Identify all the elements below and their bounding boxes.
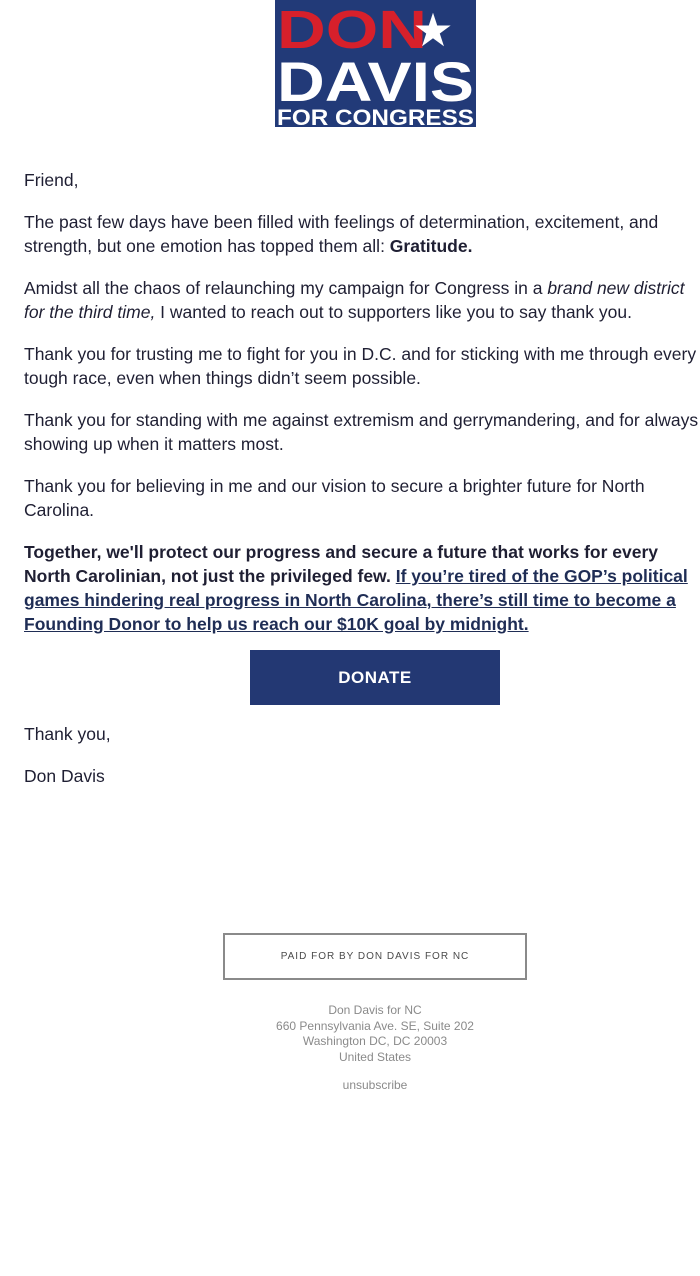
paragraph-relaunch: [24, 276, 700, 324]
footer-org: Don Davis for NC: [328, 1003, 422, 1017]
paid-for-disclaimer: PAID FOR BY DON DAVIS FOR NC: [223, 933, 527, 980]
paragraph-vision: [24, 474, 700, 522]
signature: Don Davis: [24, 766, 105, 786]
paragraph-line: showing up when it matters most.: [24, 434, 284, 454]
unsubscribe-link[interactable]: unsubscribe: [342, 1078, 408, 1092]
paragraph-line: strength, but one emotion has topped them all:: [24, 236, 390, 256]
logo-line-davis: DAVIS: [277, 50, 474, 113]
footer-country: United States: [338, 1049, 412, 1064]
email-body: [24, 168, 700, 654]
donate-link[interactable]: games hindering real progress in North Carolina, there’s still time to become a: [24, 590, 676, 610]
donate-link[interactable]: Founding Donor to help us reach our $10K goal by midnight.: [24, 614, 529, 634]
signoff: [24, 722, 111, 806]
footer-address: [200, 1003, 550, 1065]
star-icon: ★: [412, 3, 454, 57]
paragraph-line: Thank you for believing in me and our vision to secure a brighter future for North: [24, 476, 645, 496]
paragraph-line: Thank you for standing with me against extremism and gerrymandering, and for always: [24, 410, 699, 430]
logo-graphic: [275, 0, 476, 127]
unsubscribe-container: [200, 1078, 550, 1092]
paragraph-line: tough race, even when things didn’t seem possible.: [24, 368, 421, 388]
bold-gratitude: Gratitude.: [389, 236, 473, 256]
paragraph-line: The past few days have been filled with feelings of determination, excitement, and: [24, 212, 659, 232]
logo-line-for-congress: FOR CONGRESS: [277, 105, 474, 127]
footer-street: 660 Pennsylvania Ave. SE, Suite 202: [276, 1018, 474, 1033]
paragraph-line: North Carolinian, not just the privileged few.: [24, 566, 396, 586]
closing: Thank you,: [24, 724, 111, 744]
paragraph-line: Together, we'll protect our progress and secure a future that works for every: [24, 542, 658, 562]
donate-button[interactable]: DONATE: [250, 650, 500, 705]
footer-city: Washington DC, DC 20003: [302, 1034, 448, 1048]
donate-link[interactable]: If you’re tired of the GOP’s political: [395, 566, 688, 586]
italic-text: for the third time,: [24, 302, 156, 322]
paragraph-line: I wanted to reach out to supporters like you to say thank you.: [155, 302, 632, 322]
italic-text: brand new district: [547, 278, 685, 298]
paragraph-line: Amidst all the chaos of relaunching my campaign for Congress in a: [24, 278, 548, 298]
paragraph-extremism: [24, 408, 700, 456]
greeting: Friend,: [24, 170, 79, 190]
paragraph-call-to-action: [24, 540, 700, 636]
paragraph-line: Thank you for trusting me to fight for you in D.C. and for sticking with me through every: [24, 344, 697, 364]
paragraph-trust: [24, 342, 700, 390]
paragraph-line: Carolina.: [24, 500, 95, 520]
donate-button-container: [250, 650, 500, 705]
logo-line-don: DON: [277, 0, 427, 60]
campaign-logo: [275, 0, 476, 127]
paragraph-gratitude: [24, 210, 700, 258]
